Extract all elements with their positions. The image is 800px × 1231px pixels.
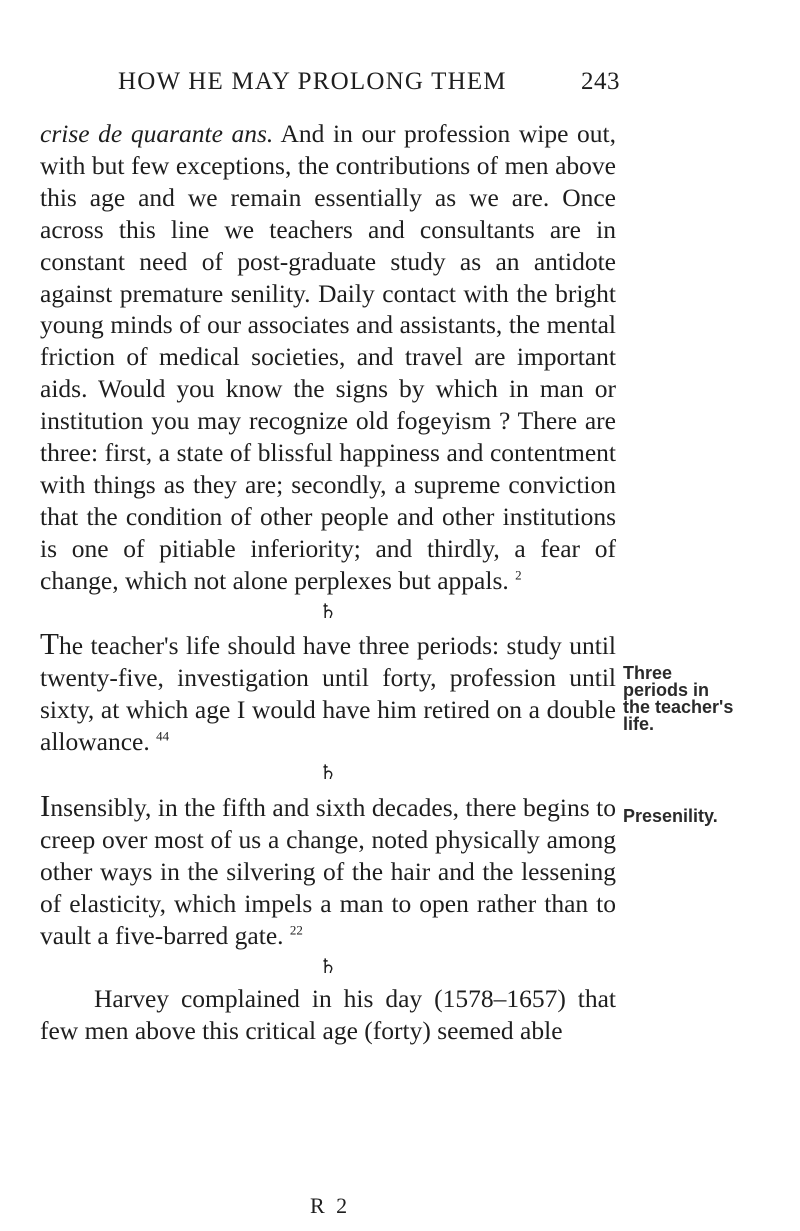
- paragraph-teachers-life: [40, 628, 616, 758]
- page-number: 243: [581, 68, 620, 95]
- section-separator-icon: ♄: [319, 955, 337, 978]
- margin-note-three-periods: [623, 665, 733, 733]
- paragraph-text: he teacher's life should have three periods: study until twenty-five, investigation until forty, profession until sixty, at which age I would have him retired on a double allowance.: [40, 631, 616, 757]
- footnote-ref: 44: [156, 728, 170, 744]
- paragraph-text: nsensibly, in the fifth and sixth decades, there begins to creep over most of us a change, noted physically among other ways in the silvering of the hair and the lessening of elasticity, which impels a man to open rather than to vault a five-barred gate.: [40, 793, 616, 950]
- margin-note-line: life.: [623, 714, 655, 734]
- body-text: [40, 118, 616, 1047]
- italic-lead: crise de quarante ans.: [40, 119, 274, 148]
- footnote-ref: 2: [515, 567, 522, 583]
- margin-note-line: the teacher's: [623, 697, 734, 717]
- footnote-ref: 22: [289, 922, 303, 938]
- paragraph-harvey: Harvey complained in his day (1578–1657) that few men above this critical age (forty) seemed able: [40, 984, 616, 1046]
- margin-note-line: Presenility.: [623, 806, 718, 826]
- margin-note-line: Three: [623, 663, 673, 683]
- section-separator-icon: ♄: [319, 600, 337, 623]
- signature-mark: R 2: [310, 1193, 351, 1218]
- section-separator-icon: ♄: [319, 762, 337, 785]
- running-head: [112, 68, 620, 108]
- margin-note-presenility: [623, 808, 718, 825]
- paragraph-crise: [40, 118, 616, 597]
- margin-note-line: periods in: [623, 680, 710, 700]
- paragraph-text: And in our profession wipe out, with but few exceptions, the contributions of men above this age and we remain essentially as we are. Once across this line we teachers and consultants are in constant need of post-graduate study as an antidote against premature senility. Daily contact with the bright young minds of our associates and assistants, the mental friction of medical societies, and travel are important aids. Would you know the signs by which in man or institution you may recognize old fogeyism ? There are three: first, a state of blissful happiness and contentment with things as they are; secondly, a supreme conviction that the condition of other people and other institutions is one of pitiable inferiority; and thirdly, a fear of change, which not alone perplexes but appals.: [40, 119, 616, 595]
- running-head-title: HOW HE MAY PROLONG THEM: [118, 68, 507, 95]
- paragraph-insensibly: [40, 790, 616, 952]
- initial-letter: I: [40, 788, 51, 823]
- initial-letter: T: [40, 626, 59, 662]
